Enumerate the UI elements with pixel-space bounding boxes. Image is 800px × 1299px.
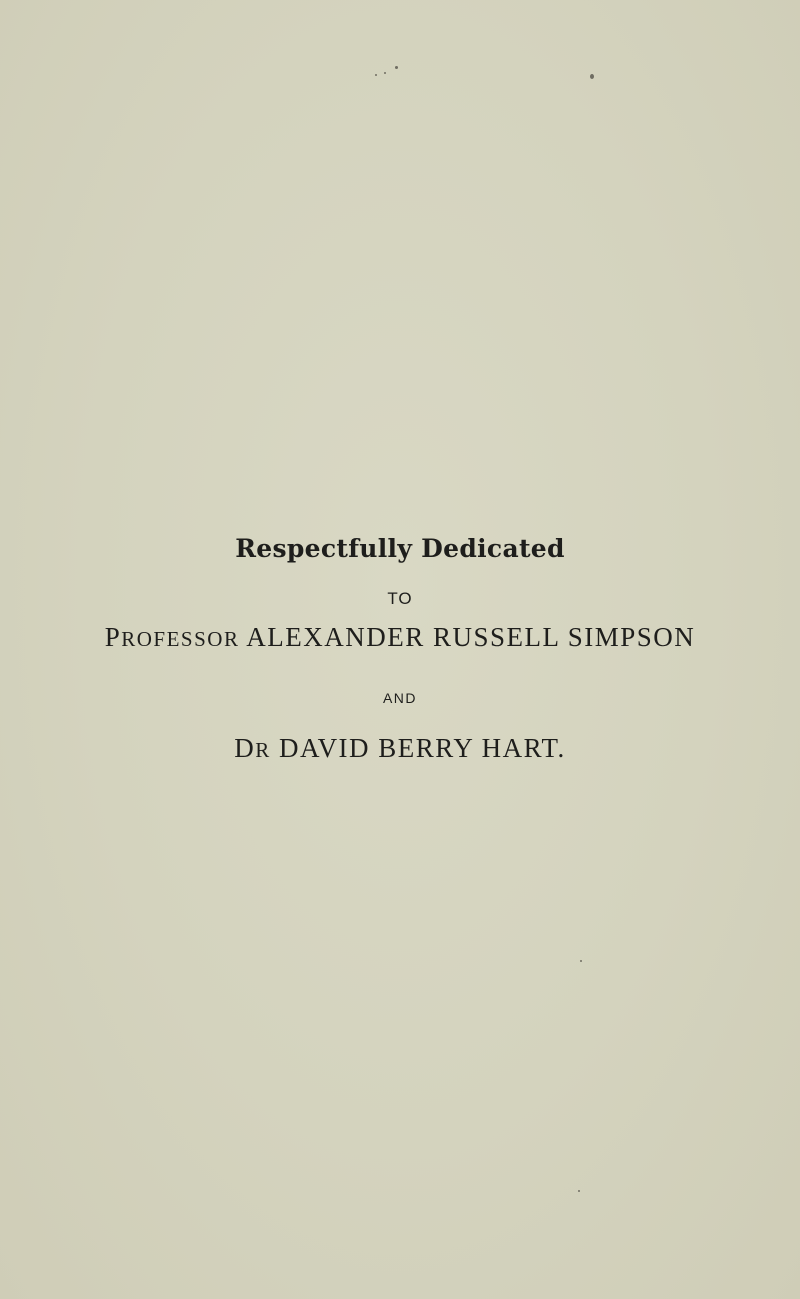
dedicatee-professor: [0, 622, 800, 653]
title-initial: D: [234, 733, 256, 763]
title-rest: ROFESSOR: [121, 627, 240, 651]
paper-speck: [384, 72, 386, 74]
paper-speck: [395, 66, 398, 69]
paper-speck: [578, 1190, 580, 1192]
doctor-name: DAVID BERRY HART.: [279, 733, 566, 763]
paper-speck: [590, 74, 594, 79]
dedication-heading: Respectfully Dedicated: [235, 534, 565, 563]
paper-speck: [580, 960, 582, 962]
dedication-to: TO: [387, 589, 413, 608]
paper-speck: [375, 74, 377, 76]
title-initial: P: [104, 622, 122, 652]
title-rest: R: [255, 738, 271, 762]
dedication-and: AND: [382, 690, 418, 706]
dedicatee-doctor: [0, 733, 800, 764]
professor-name: ALEXANDER RUSSELL SIMPSON: [246, 622, 696, 652]
